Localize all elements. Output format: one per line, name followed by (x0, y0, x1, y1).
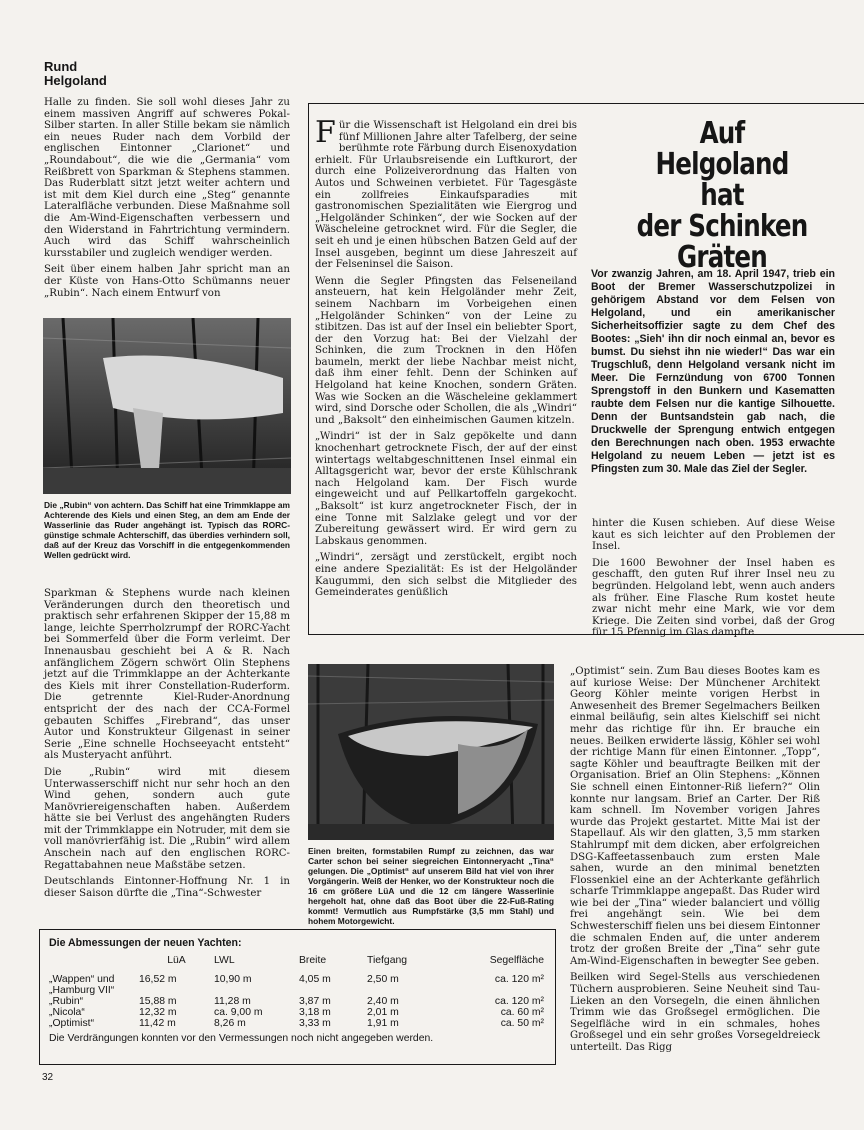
table-header-breite: Breite (299, 955, 327, 966)
table-header-lua: LüA (167, 955, 186, 966)
breite-value: 3,33 m (299, 1018, 331, 1029)
table-row (49, 974, 544, 996)
paragraph: „Optimist“ sein. Zum Bau dieses Bootes kam es auf kuriose Weise: Der Münchener Architekt Georg Köhler meinte vorigen Herbst in Anwesenheit des Bremer Segelmachers Beilken einmal beiläufig, sein altes Kielschiff sei nicht mehr das richtige für ihn. Er brauche ein neues. Beilken erwiderte lässig, Köhler sei wohl der richtige Mann für einen Eintonner. „Topp“, sagte Köhler und beauftragte Beilken mit der Organisation. Brief an Olin Stephens: „Können Sie schnell einen Eintonner-Riß liefern?“ Olin konnte nur langsam. Brief an Carter. Der Riß kam schnell. Im November vorigen Jahres wurde das Projekt gestartet. Mitte Mai ist der Stapellauf. Als wir den glatten, 3,5 mm starken Stahlrumpf mit dem dicken, aber erfolgreichen DSG-Kaffeetassenbauch zum ersten Male sahen, wurde an den minimal benetzten Flossenkiel eine an der Achterkante gefährlich scharfe Trimmklappe angepaßt. Das Ruder wird wie bei der „Tina“ wieder balanciert und völlig frei angehängt sein. Wie bei dem Schwesterschiff fielen uns bei diesem Eintonner die schmalen Enden auf, die unter anderem trotz der großen Breite der „Tina“ sehr gute Am-Wind-Eigenschaften in bewegter See geben. (570, 666, 820, 967)
table-row (49, 1007, 544, 1018)
paragraph: hinter die Kusen schieben. Auf diese Weise kaut es sich leichter auf den Problemen der Insel. (592, 518, 835, 553)
lua-value: 15,88 m (139, 996, 177, 1007)
paragraph: Beilken wird Segel-Stells aus verschiedenen Tüchern ausprobieren. Seine Neuheit sind Tau-Lieken an den Vorsegeln, die einen ähnlichen Trimm wie das Großsegel ermöglichen. Die Segelfläche wird in ein schmales, hohes Großsegel und ein sehr großes Vorsegeldreieck unterteilt. Das Rigg (570, 972, 820, 1053)
segel-value: ca. 50 m² (500, 1018, 544, 1029)
breite-value: 3,18 m (299, 1007, 331, 1018)
paragraph: Halle zu finden. Sie soll wohl dieses Jahr zu einem massiven Angriff auf schweres Pokal-Silber starten. In aller Stille bekam sie nämlich ein neues Ruder nach dem Vorbild der englischen Eintonner „Clarionet“ und „Roundabout“, die wie die „Germania“ vom Reißbrett von Sparkman & Stephens stammen. Das Ruderblatt sitzt jetzt weiter achtern und ist mit dem Kiel durch eine „Steg“ genannte Lateralfläche verbunden. Diese Maßnahme soll die Am-Wind-Eigenschaften verbessern und den Widerstand in Fahrtrichtung vermindern. Auch wird das Schiff wahrscheinlich kursstabiler und zugleich wendiger werden. (44, 97, 290, 259)
yacht-name: „Optimist“ (49, 1018, 95, 1029)
headline-line: der Schinken (636, 209, 808, 244)
photo-optimist-hull-image (308, 664, 554, 840)
table-header-tiefgang: Tiefgang (367, 955, 408, 966)
lwl-value: 8,26 m (214, 1018, 246, 1029)
headline-line: Auf (699, 116, 745, 151)
page-number: 32 (42, 1072, 54, 1083)
lua-value: 12,32 m (139, 1007, 177, 1018)
breite-value: 3,87 m (299, 996, 331, 1007)
breite-value: 4,05 m (299, 974, 331, 985)
table-header-row (49, 955, 544, 966)
headline-line: Helgoland (655, 147, 789, 182)
column-1-bottom-text (44, 588, 290, 904)
dimensions-table (49, 955, 544, 1029)
lead-paragraph: Vor zwanzig Jahren, am 18. April 1947, trieb ein Boot der Bremer Wasserschutzpolizei in gehörigem Abstand vor dem Felsen von Helgoland, und ein amerikanischer Sicherheitsoffizier sagte zu dem Chef des Bootes: „Sieh' ihn dir noch einmal an, bevor es bumst. Du siehst ihn nie wieder!“ Das war ein Trugschluß, denn Helgoland versank nicht im Meer. Die Fernzündung von 6700 Tonnen Sprengstoff in den Bunkern und Kasematten raubte dem Felsen nur die kantige Silhouette. Denn der Buntsandstein gab nach, die Druckwelle der Sprengung entwich entgegen den Berechnungen nach oben. 1953 erwachte Helgoland zu neuem Leben — jetzt ist es Pfingsten zum 30. Male das Ziel der Segler. (591, 268, 835, 475)
headline-line: hat (700, 178, 744, 213)
table-row (49, 1018, 544, 1029)
paragraph: „Windri“, zersägt und zerstückelt, ergibt noch eine andere Spezialität: Es ist der Helgoländer Kaugummi, den sich selbst die Mitglieder des Gemeinderates genüßlich (315, 552, 577, 599)
dimensions-table-box (39, 929, 556, 1065)
tiefgang-value: 2,50 m (367, 974, 399, 985)
table-footnote: Die Verdrängungen konnten vor den Vermessungen noch nicht angegeben werden. (49, 1033, 434, 1044)
column-1-top-text (44, 97, 290, 304)
table-header-name (49, 955, 139, 966)
paragraph-dropcap: Für die Wissenschaft ist Helgoland ein drei bis fünf Millionen Jahre alter Tafelberg, der seine berühmte rote Färbung durch Eisenoxydation erhielt. Für Urlaubsreisende ein Luftkurort, der durch eine Polizeiverordnung das Halten von Autos und Schweinen verbietet. Für Tagesgäste ein zollfreies Einkaufsparadies mit gastronomischen Spezialitäten wie Eiergrog und „Helgoländer Schinken“, der wie Socken auf der Wäscheleine getrocknet wird. Für die Segler, die seit eh und je einen hübschen Batzen Geld auf der Insel ausgeben, beginnt um diese Jahreszeit auf der Felseninsel die Saison. (315, 115, 577, 271)
paragraph: „Windri“ ist der in Salz gepökelte und dann knochenhart getrocknete Fisch, der auf der einst wintertags weltabgeschnittenen Insel einmal ein Alltagsgericht war, bevor der erste Kühlschrank nach Helgoland kam. Der Fisch wurde eingeweicht und auf Pellkartoffeln gargekocht. „Baksolt“ ist kurz angetrockneter Fisch, der in eine Tonne mit Salzlake gelegt und vor der Zubereitung gewässert wird. Er wird gern zu Labskaus genommen. (315, 431, 577, 547)
paragraph: Seit über einem halben Jahr spricht man an der Küste von Hans-Otto Schümanns neuer „Rubin“. Nach einem Entwurf von (44, 264, 290, 299)
segel-value: ca. 120 m² (494, 996, 544, 1007)
paragraph: Die 1600 Bewohner der Insel haben es geschafft, den guten Ruf ihrer Insel neu zu begründen. Helgoland lebt, wenn auch anders als früher. Eine Flasche Rum kostet heute zwar nicht mehr eine Mark, wie vor dem Kriege. Die Zeiten sind vorbei, daß der Grog für 15 Pfennig im Glas dampfte (592, 557, 835, 639)
table-header-segelflaeche: Segelfläche (489, 955, 544, 966)
yacht-name: „Nicola“ (49, 1007, 85, 1018)
paragraph: Sparkman & Stephens wurde nach kleinen Veränderungen durch den theoretisch und praktisch sehr erfahrenen Skipper der 15,88 m lange, leichte Sperrholzrumpf der RORC-Yacht bei Sommerfeld über die Form verleimt. Der Innenausbau geschieht bei A & R. Nach anfänglichem Zögern schwört Olin Stephens jetzt auf die Trimmklappe an der Achterkante des Kiels mit ihrer Constellation-Ruderform. Die getrennte Kiel-Ruder-Anordnung entspricht der des nach der CCA-Formel gebauten Schiffes „Firebrand“, das unser Autor und Konstrukteur Gilgenast in seiner Serie „Eine schnelle Hochseeyacht entsteht“ als Musteryacht anführt. (44, 588, 290, 762)
segel-value: ca. 60 m² (500, 1007, 544, 1018)
lwl-value: 10,90 m (214, 974, 252, 985)
feature-box-text-continued (592, 518, 835, 644)
lwl-value: ca. 9,00 m (214, 1007, 263, 1018)
drop-cap: F (315, 115, 336, 150)
headline (632, 118, 812, 273)
lwl-value: 11,28 m (214, 996, 251, 1007)
lua-value: 16,52 m (139, 974, 177, 985)
segel-value: ca. 120 m² (494, 974, 544, 985)
photo-rubin-stern (43, 318, 291, 494)
table-header-lwl: LWL (214, 955, 235, 966)
feature-box-text (315, 115, 577, 604)
section-title-line-1: Rund (44, 59, 78, 74)
paragraph: Wenn die Segler Pfingsten das Felseneiland ansteuern, hat kein Helgoländer mehr Zeit, seinem Nachbarn im Vorbeigehen einen „Helgoländer Schinken“ von der Leine zu stibitzen. Das ist auf der Insel ein beliebter Sport, der den Vorzug hat: Bei der Vielzahl der Schinken, die zum Trocknen in den Höfen baumeln, merkt der liebe Nachbar meist nicht, daß ihm einer fehlt. Denn der Schinken auf Helgoland hat keine Knochen, sondern Gräten. Was wie Socken an die Wäscheleine geklammert wird, sind Dorsche oder Schollen, die als „Windri“ und „Baksolt“ den einheimischen Gaumen kitzeln. (315, 275, 577, 426)
paragraph: Deutschlands Eintonner-Hoffnung Nr. 1 in dieser Saison dürfte die „Tina“-Schwester (44, 876, 290, 899)
photo-optimist-hull (308, 664, 554, 840)
caption-optimist: Einen breiten, formstabilen Rumpf zu zeichnen, das war Carter schon bei seiner siegreichen Eintonneryacht „Tina“ gelungen. Die „Optimist“ auf unserem Bild hat viel von ihrer Vorgängerin. Weiß der Henker, wo der Konstrukteur noch die 16 cm größere LüA und die 12 cm längere Wasserlinie hergeholt hat, ohne daß das Boot über die 22-Fuß-Rating kommt! Vermutlich aus Rumpfstärke (3,5 mm Stahl) und hohem Motorgewicht. (308, 846, 554, 926)
tiefgang-value: 1,91 m (367, 1018, 399, 1029)
headline-line: Gräten (677, 240, 767, 275)
lua-value: 11,42 m (139, 1018, 176, 1029)
photo-rubin-stern-image (43, 318, 291, 494)
table-row (49, 996, 544, 1007)
column-3-bottom-text (570, 666, 820, 1059)
yacht-name: „Rubin“ (49, 996, 84, 1007)
paragraph: Die „Rubin“ wird mit diesem Unterwasserschiff nicht nur sehr hoch an den Wind gehen, sondern auch gute Manövriereigenschaften haben. Außerdem hätte sie bei Verlust des angehängten Ruders mit der Trimmklappe ein Notruder, mit dem sie voll manövrierfähig ist. Die „Rubin“ wird allem Anschein nach auf den englischen RORC-Regattabahnen neue Maßstäbe setzen. (44, 766, 290, 871)
section-title-line-2: Helgoland (44, 73, 107, 88)
table-title: Die Abmessungen der neuen Yachten: (49, 937, 242, 949)
yacht-name: „Wappen“ und „Hamburg VII“ (49, 974, 115, 996)
caption-rubin: Die „Rubin“ von achtern. Das Schiff hat eine Trimmklappe am Achterende des Kiels und einen Steg, an dem am Ende der Wasserlinie das Ruder angehängt ist. Typisch das RORC-günstige schmale Achterschiff, das überdies verhindern soll, daß auf der Kreuz das Vorschiff in die entgegenkommenden Wellen gedrückt wird. (44, 500, 290, 560)
tiefgang-value: 2,01 m (367, 1007, 399, 1018)
tiefgang-value: 2,40 m (367, 996, 399, 1007)
section-title (44, 60, 107, 88)
